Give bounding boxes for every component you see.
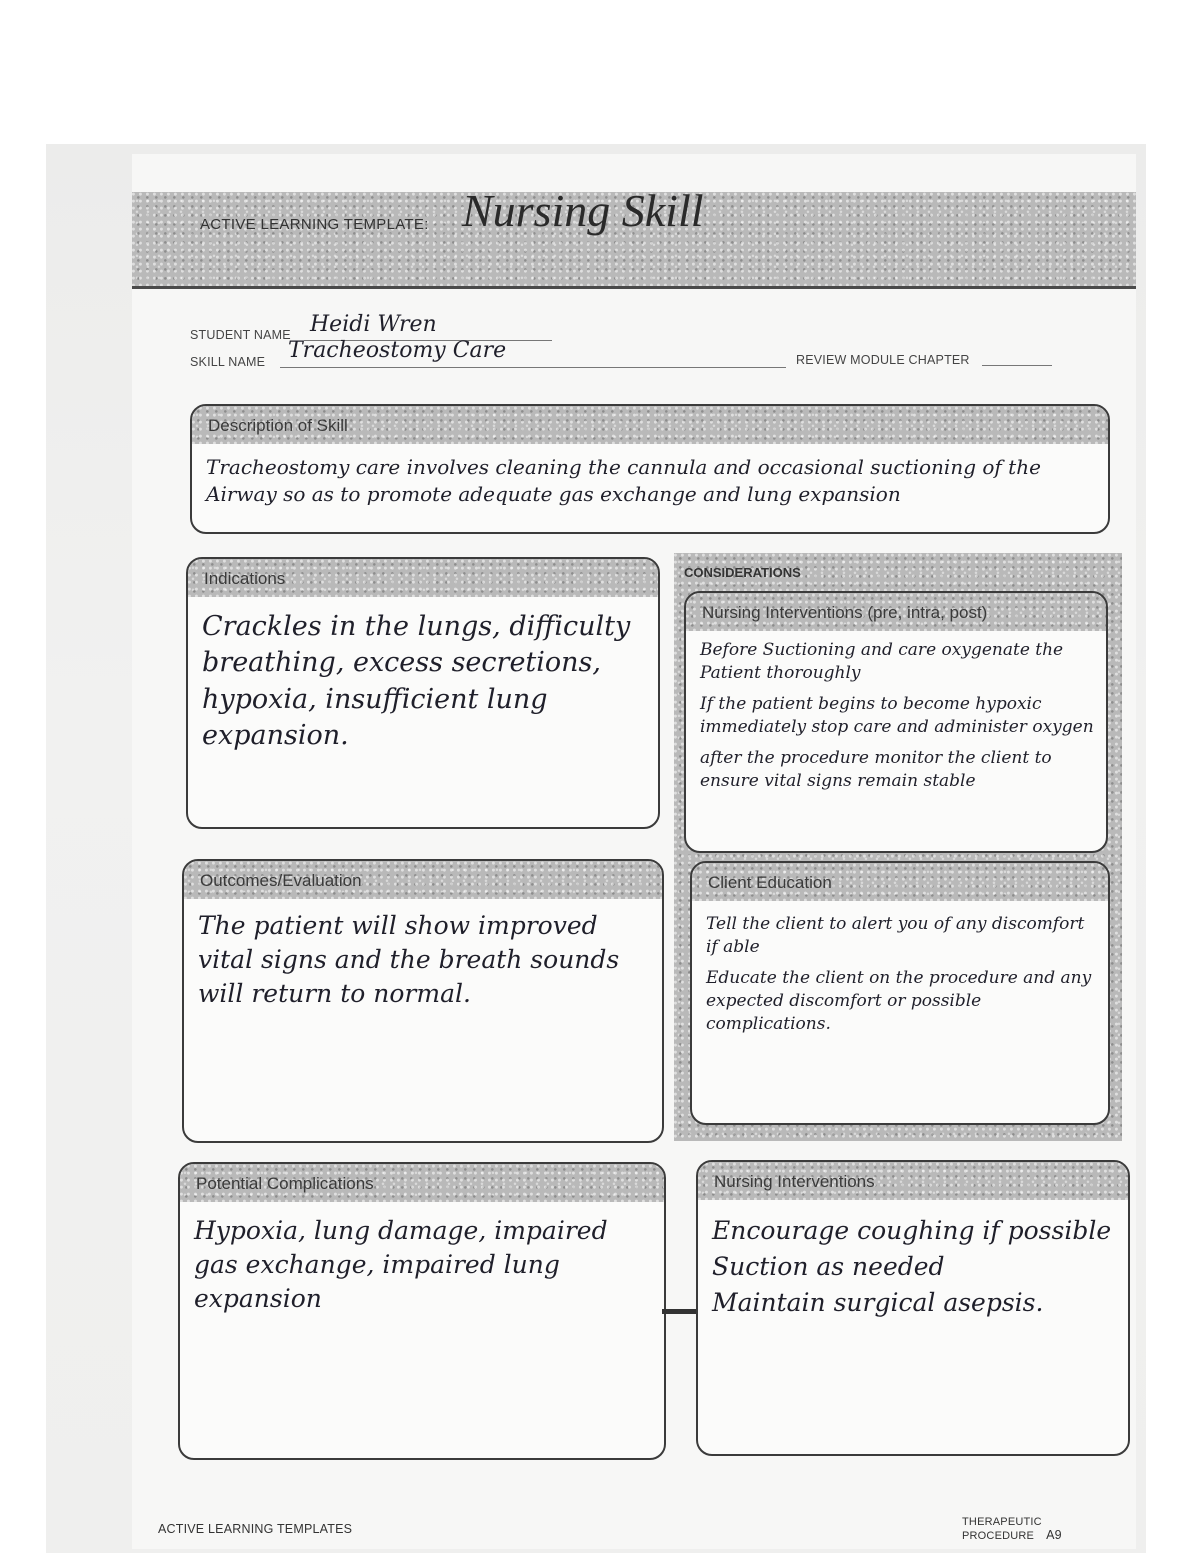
description-box bbox=[190, 404, 1110, 534]
student-name-value: Heidi Wren bbox=[310, 312, 437, 337]
client-education-entry: Educate the client on the procedure and any expected discomfort or possible complications. bbox=[706, 967, 1092, 1034]
skill-name-value: Tracheostomy Care bbox=[288, 338, 507, 363]
client-education-entry: Tell the client to alert you of any discomfort if able bbox=[706, 914, 1085, 957]
review-module-label: REVIEW MODULE CHAPTER bbox=[796, 353, 970, 367]
nursing-interventions-title: Nursing Interventions bbox=[714, 1172, 875, 1191]
client-education-text bbox=[706, 913, 1098, 1044]
description-text: Tracheostomy care involves cleaning the cannula and occasional suctioning of the Airway so as to promote adequate gas exchange and lung expansion bbox=[206, 455, 1041, 506]
considerations-label: CONSIDERATIONS bbox=[684, 565, 801, 580]
nursing-interventions-pio-title: Nursing Interventions (pre, intra, post) bbox=[702, 603, 988, 622]
considerations-panel bbox=[674, 553, 1122, 1141]
nursing-interventions-pio-text bbox=[700, 639, 1096, 801]
client-education-box bbox=[690, 861, 1110, 1125]
photo-background bbox=[46, 144, 1146, 1553]
footer-right bbox=[962, 1516, 1136, 1542]
client-education-title: Client Education bbox=[708, 873, 832, 892]
indications-text: Crackles in the lungs, difficulty breathing, excess secretions, hypoxia, insufficient lung expansion. bbox=[202, 611, 631, 752]
worksheet-page bbox=[132, 154, 1136, 1549]
complications-text: Hypoxia, lung damage, impaired gas exchange, impaired lung expansion bbox=[194, 1216, 608, 1313]
outcomes-box bbox=[182, 859, 664, 1143]
nursing-interventions-text bbox=[712, 1214, 1118, 1327]
indications-title: Indications bbox=[204, 569, 286, 588]
footer-section-label: THERAPEUTIC PROCEDURE bbox=[962, 1516, 1042, 1542]
connector-line bbox=[662, 1309, 696, 1314]
description-title: Description of Skill bbox=[208, 416, 348, 435]
pio-entry: Before Suctioning and care oxygenate the Patient thoroughly bbox=[700, 640, 1064, 683]
outcomes-text: The patient will show improved vital signs and the breath sounds will return to normal. bbox=[198, 911, 620, 1008]
nursing-interventions-pio-box bbox=[684, 591, 1108, 853]
template-prefix: ACTIVE LEARNING TEMPLATE: bbox=[200, 216, 429, 233]
review-module-line bbox=[982, 365, 1052, 366]
intervention-entry: Maintain surgical asepsis. bbox=[712, 1287, 1044, 1317]
skill-name-label: SKILL NAME bbox=[190, 355, 266, 369]
intervention-entry: Encourage coughing if possible bbox=[712, 1216, 1112, 1245]
skill-name-line bbox=[280, 367, 786, 368]
student-name-label: STUDENT NAME bbox=[190, 328, 291, 342]
pio-entry: after the procedure monitor the client to ensure vital signs remain stable bbox=[700, 747, 1052, 791]
outcomes-title: Outcomes/Evaluation bbox=[200, 871, 362, 890]
template-title: Nursing Skill bbox=[462, 185, 704, 236]
intervention-entry: Suction as needed bbox=[712, 1251, 945, 1281]
indications-box bbox=[186, 557, 660, 829]
pio-entry: If the patient begins to become hypoxic immediately stop care and administer oxygen bbox=[700, 693, 1094, 737]
page-number: A9 bbox=[1046, 1528, 1062, 1542]
complications-title: Potential Complications bbox=[196, 1174, 374, 1193]
nursing-interventions-box bbox=[696, 1160, 1130, 1456]
footer-left-label: ACTIVE LEARNING TEMPLATES bbox=[158, 1522, 353, 1536]
complications-box bbox=[178, 1162, 666, 1460]
